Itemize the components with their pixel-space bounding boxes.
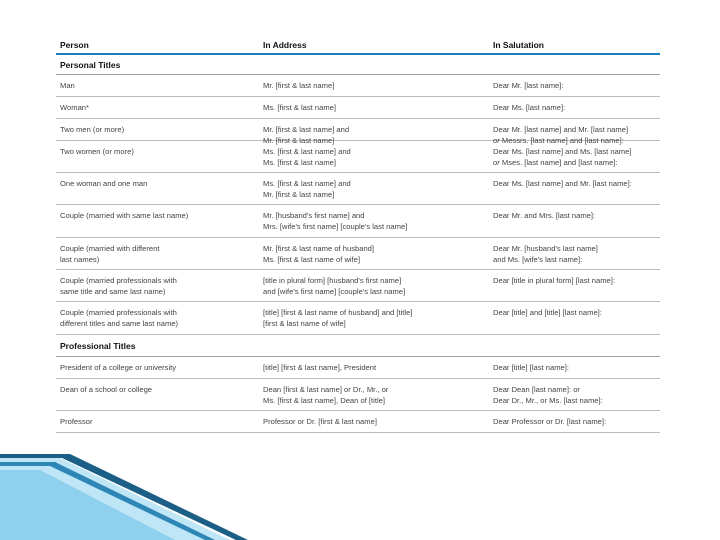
table-row (56, 119, 660, 145)
cell-salutation (489, 416, 660, 432)
cell-text: and Ms. [wife's last name]: (493, 255, 583, 264)
table-row (56, 357, 660, 379)
cell-salutation (489, 178, 660, 204)
cell-text: Ms. [first & last name] and (263, 147, 351, 156)
cell-text: Mr. [first & last name] (263, 136, 335, 145)
cell-text: Dear Ms. [last name] and Ms. [last name] (493, 147, 632, 156)
cell-text: Ms. [first & last name] (263, 158, 337, 167)
cell-text: Dear Professor or Dr. [last name]: (493, 417, 607, 426)
cell-text: or Messrs. [last name] and [last name]: (493, 136, 624, 145)
cell-text: Dear [title] [last name]: (493, 363, 569, 372)
cell-text: different titles and same last name) (60, 319, 179, 328)
cell-text: Mrs. [wife's first name] [couple's last name] (263, 222, 408, 231)
cell-text: President of a college or university (60, 363, 177, 372)
cell-person (56, 362, 259, 378)
cell-text: Mr. [first & last name] (263, 81, 335, 90)
cell-text: Dear Mr. [last name] and Mr. [last name] (493, 125, 629, 134)
cell-text: Dear Mr. [husband's last name] (493, 244, 598, 253)
cell-text: Dear Mr. [last name]: (493, 81, 564, 90)
cell-text: Professor (60, 417, 93, 426)
cell-salutation (489, 243, 660, 269)
table-body (56, 55, 660, 433)
decorative-stripes (0, 440, 720, 540)
cell-text: Dear Ms. [last name]: (493, 103, 566, 112)
or-word: or (493, 158, 500, 167)
cell-address (259, 384, 489, 410)
table-row (56, 411, 660, 433)
table-row (56, 205, 660, 238)
cell-text: [first & last name of wife] (263, 319, 346, 328)
cell-person (56, 178, 259, 204)
cell-address (259, 416, 489, 432)
header-salutation: In Salutation (493, 40, 544, 50)
cell-text: Mr. [first & last name] (263, 190, 335, 199)
cell-text: Dean of a school or college (60, 385, 153, 394)
cell-text: Mr. [first & last name of husband] (263, 244, 375, 253)
table-header (56, 37, 660, 55)
cell-text: Dear Mr. and Mrs. [last name]: (493, 211, 596, 220)
cell-text: same title and same last name) (60, 287, 166, 296)
cell-text: Mr. [first & last name] and (263, 125, 350, 134)
cell-person (56, 102, 259, 118)
cell-text: Two women (or more) (60, 147, 134, 156)
cell-text: and [wife's first name] [couple's last name] (263, 287, 406, 296)
cell-text: Dear Ms. [last name] and Mr. [last name]: (493, 179, 632, 188)
cell-address (259, 362, 489, 378)
section-title: Professional Titles (56, 335, 660, 357)
table-row (56, 238, 660, 270)
cell-text: Ms. [first & last name] (263, 103, 337, 112)
cell-salutation (489, 102, 660, 118)
cell-person (56, 210, 259, 237)
table-row (56, 97, 660, 119)
table-row (56, 379, 660, 411)
cell-text: [title] [first & last name], President (263, 363, 377, 372)
cell-text: Man (60, 81, 75, 90)
cell-person (56, 384, 259, 410)
cell-text: Mr. [husband's first name] and (263, 211, 365, 220)
cell-text: last names) (60, 255, 100, 264)
cell-address (259, 243, 489, 269)
cell-text: Couple (married with different (60, 244, 160, 253)
cell-text: Ms. [first & last name] and (263, 179, 351, 188)
cell-address (259, 307, 489, 334)
cell-person (56, 80, 259, 96)
cell-address (259, 275, 489, 301)
cell-text: Ms. [first & last name], Dean of [title] (263, 396, 385, 405)
cell-text: Professor or Dr. [first & last name] (263, 417, 377, 426)
cell-salutation (489, 362, 660, 378)
cell-salutation (489, 146, 660, 172)
cell-text: [title] [first & last name of husband] and [title] (263, 308, 413, 317)
cell-text: Two men (or more) (60, 125, 125, 134)
cell-text: Couple (married professionals with (60, 276, 177, 285)
cell-text: Dear [title in plural form] [last name]: (493, 276, 615, 285)
cell-text: Woman* (60, 103, 89, 112)
cell-salutation (489, 307, 660, 334)
cell-address (259, 178, 489, 204)
cell-address (259, 80, 489, 96)
cell-salutation (489, 80, 660, 96)
forms-of-address-table (56, 37, 660, 433)
cell-address (259, 210, 489, 237)
cell-person (56, 243, 259, 269)
cell-person (56, 124, 259, 140)
table-row (56, 270, 660, 302)
cell-text: One woman and one man (60, 179, 148, 188)
cell-person (56, 275, 259, 301)
table-row (56, 173, 660, 205)
cell-text: Couple (married with same last name) (60, 211, 189, 220)
table-row (56, 141, 660, 173)
cell-text: [title in plural form] [husband's first name] (263, 276, 402, 285)
cell-address (259, 124, 489, 145)
cell-person (56, 416, 259, 432)
cell-text: Dean [first & last name] or Dr., Mr., or (263, 385, 389, 394)
header-person: Person (60, 40, 89, 50)
cell-address (259, 102, 489, 118)
or-word: or (493, 136, 500, 145)
table-row (56, 75, 660, 97)
cell-text: Dear Dr., Mr., or Ms. [last name]: (493, 396, 603, 405)
cell-text: or Mses. [last name] and [last name]: (493, 158, 618, 167)
cell-text: Couple (married professionals with (60, 308, 177, 317)
cell-text: Dear [title] and [title] [last name]: (493, 308, 602, 317)
table-row (56, 302, 660, 335)
cell-salutation (489, 384, 660, 410)
cell-address (259, 146, 489, 172)
cell-person (56, 307, 259, 334)
cell-person (56, 146, 259, 172)
cell-salutation (489, 210, 660, 237)
cell-text: Ms. [first & last name of wife] (263, 255, 361, 264)
cell-text: Dear Dean [last name]: or (493, 385, 580, 394)
cell-salutation (489, 275, 660, 301)
header-address: In Address (263, 40, 307, 50)
section-title: Personal Titles (56, 55, 660, 75)
cell-salutation (489, 124, 660, 145)
